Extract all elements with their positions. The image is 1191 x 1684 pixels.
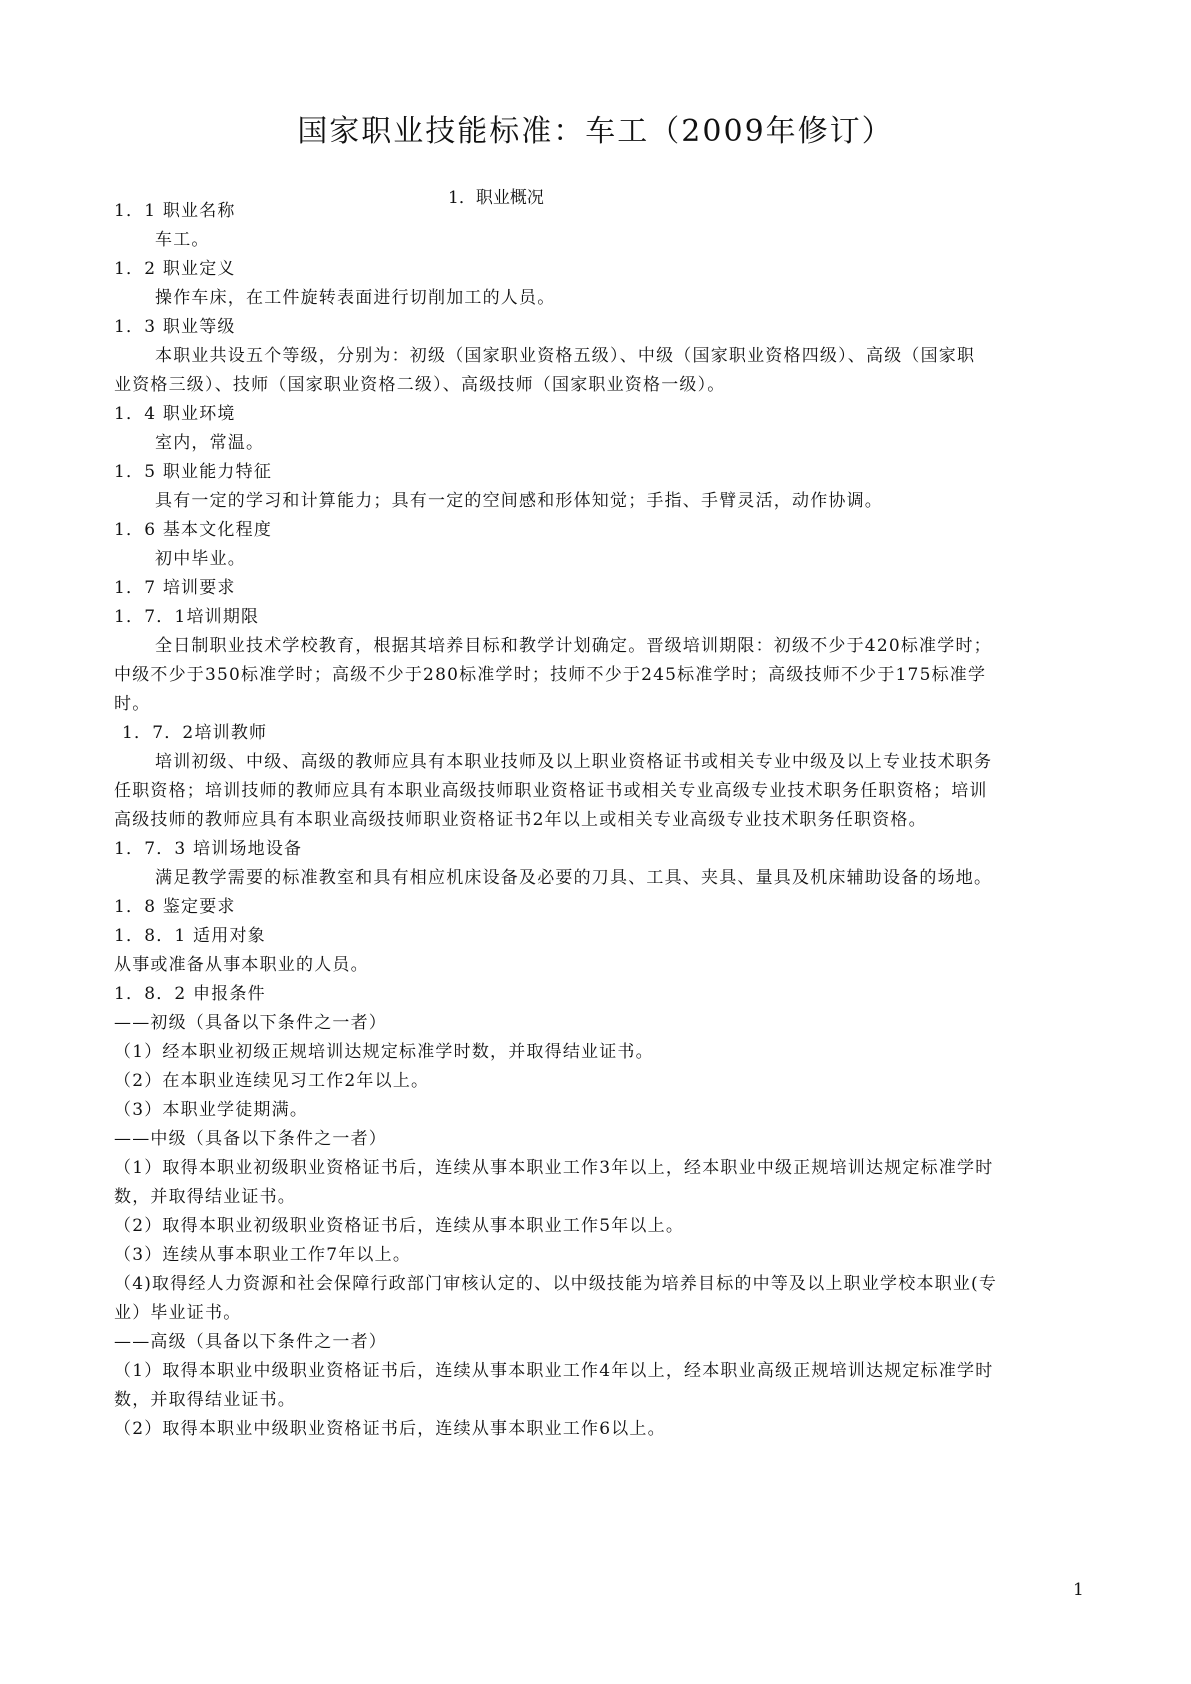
paragraph: 操作车床，在工件旋转表面进行切削加工的人员。 xyxy=(155,288,556,308)
heading-1-8-2: 1．8．2 申报条件 xyxy=(114,984,266,1004)
paragraph-continued: 时。 xyxy=(114,694,151,714)
document-title: 国家职业技能标准：车工（2009年修订） xyxy=(297,114,894,149)
heading-1-5: 1．5 职业能力特征 xyxy=(114,462,273,482)
heading-1-8-1: 1．8．1 适用对象 xyxy=(114,926,266,946)
heading-1-4: 1．4 职业环境 xyxy=(114,404,236,424)
heading-1-1: 1．1 职业名称 xyxy=(114,201,236,221)
heading-1-3: 1．3 职业等级 xyxy=(114,317,236,337)
heading-1-8: 1．8 鉴定要求 xyxy=(114,897,236,917)
paragraph-continued: 任职资格；培训技师的教师应具有本职业高级技师职业资格证书或相关专业高级专业技术职务任职资格；培训 xyxy=(114,781,988,801)
heading-1-7: 1．7 培训要求 xyxy=(114,578,236,598)
list-item: （1）取得本职业中级职业资格证书后，连续从事本职业工作4年以上，经本职业高级正规培训达规定标准学时 xyxy=(114,1361,994,1381)
list-item: （4)取得经人力资源和社会保障行政部门审核认定的、以中级技能为培养目标的中等及以上职业学校本职业(专 xyxy=(114,1274,998,1294)
list-item: （1）取得本职业初级职业资格证书后，连续从事本职业工作3年以上，经本职业中级正规培训达规定标准学时 xyxy=(114,1158,994,1178)
paragraph: 培训初级、中级、高级的教师应具有本职业技师及以上职业资格证书或相关专业中级及以上专业技术职务 xyxy=(155,752,993,772)
paragraph: 具有一定的学习和计算能力；具有一定的空间感和形体知觉；手指、手臂灵活，动作协调。 xyxy=(155,491,883,511)
list-item-continued: 数，并取得结业证书。 xyxy=(114,1390,296,1410)
list-item: （1）经本职业初级正规培训达规定标准学时数，并取得结业证书。 xyxy=(114,1042,654,1062)
heading-1-6: 1．6 基本文化程度 xyxy=(114,520,273,540)
level-heading-senior: ——高级（具备以下条件之一者） xyxy=(114,1332,387,1352)
heading-1-2: 1．2 职业定义 xyxy=(114,259,236,279)
paragraph: 车工。 xyxy=(155,230,210,250)
heading-1-7-2: 1．7．2培训教师 xyxy=(122,723,268,743)
section-title: 1．职业概况 xyxy=(448,188,544,208)
heading-1-7-3: 1．7．3 培训场地设备 xyxy=(114,839,303,859)
list-item: （2）取得本职业初级职业资格证书后，连续从事本职业工作5年以上。 xyxy=(114,1216,685,1236)
paragraph: 本职业共设五个等级，分别为：初级（国家职业资格五级）、中级（国家职业资格四级）、高级（国家职 xyxy=(155,346,976,366)
paragraph: 满足教学需要的标准教室和具有相应机床设备及必要的刀具、工具、夹具、量具及机床辅助设备的场地。 xyxy=(155,868,993,888)
list-item: （3）连续从事本职业工作7年以上。 xyxy=(114,1245,412,1265)
paragraph: 室内，常温。 xyxy=(155,433,265,453)
level-heading-junior: ——初级（具备以下条件之一者） xyxy=(114,1013,387,1033)
paragraph: 从事或准备从事本职业的人员。 xyxy=(114,955,369,975)
paragraph-continued: 中级不少于350标准学时；高级不少于280标准学时；技师不少于245标准学时；高级技师不少于175标准学 xyxy=(114,665,987,685)
list-item: （2）取得本职业中级职业资格证书后，连续从事本职业工作6以上。 xyxy=(114,1419,666,1439)
paragraph-continued: 高级技师的教师应具有本职业高级技师职业资格证书2年以上或相关专业高级专业技术职务任职资格。 xyxy=(114,810,927,830)
list-item-continued: 业）毕业证书。 xyxy=(114,1303,242,1323)
paragraph-continued: 业资格三级）、技师（国家职业资格二级）、高级技师（国家职业资格一级）。 xyxy=(114,375,726,395)
list-item: （3）本职业学徒期满。 xyxy=(114,1100,309,1120)
paragraph: 初中毕业。 xyxy=(155,549,246,569)
page-number: 1 xyxy=(1073,1580,1084,1600)
heading-1-7-1: 1．7．1培训期限 xyxy=(114,607,260,627)
paragraph: 全日制职业技术学校教育，根据其培养目标和教学计划确定。晋级培训期限：初级不少于420标准学时； xyxy=(155,636,992,656)
list-item-continued: 数，并取得结业证书。 xyxy=(114,1187,296,1207)
list-item: （2）在本职业连续见习工作2年以上。 xyxy=(114,1071,430,1091)
level-heading-intermediate: ——中级（具备以下条件之一者） xyxy=(114,1129,387,1149)
